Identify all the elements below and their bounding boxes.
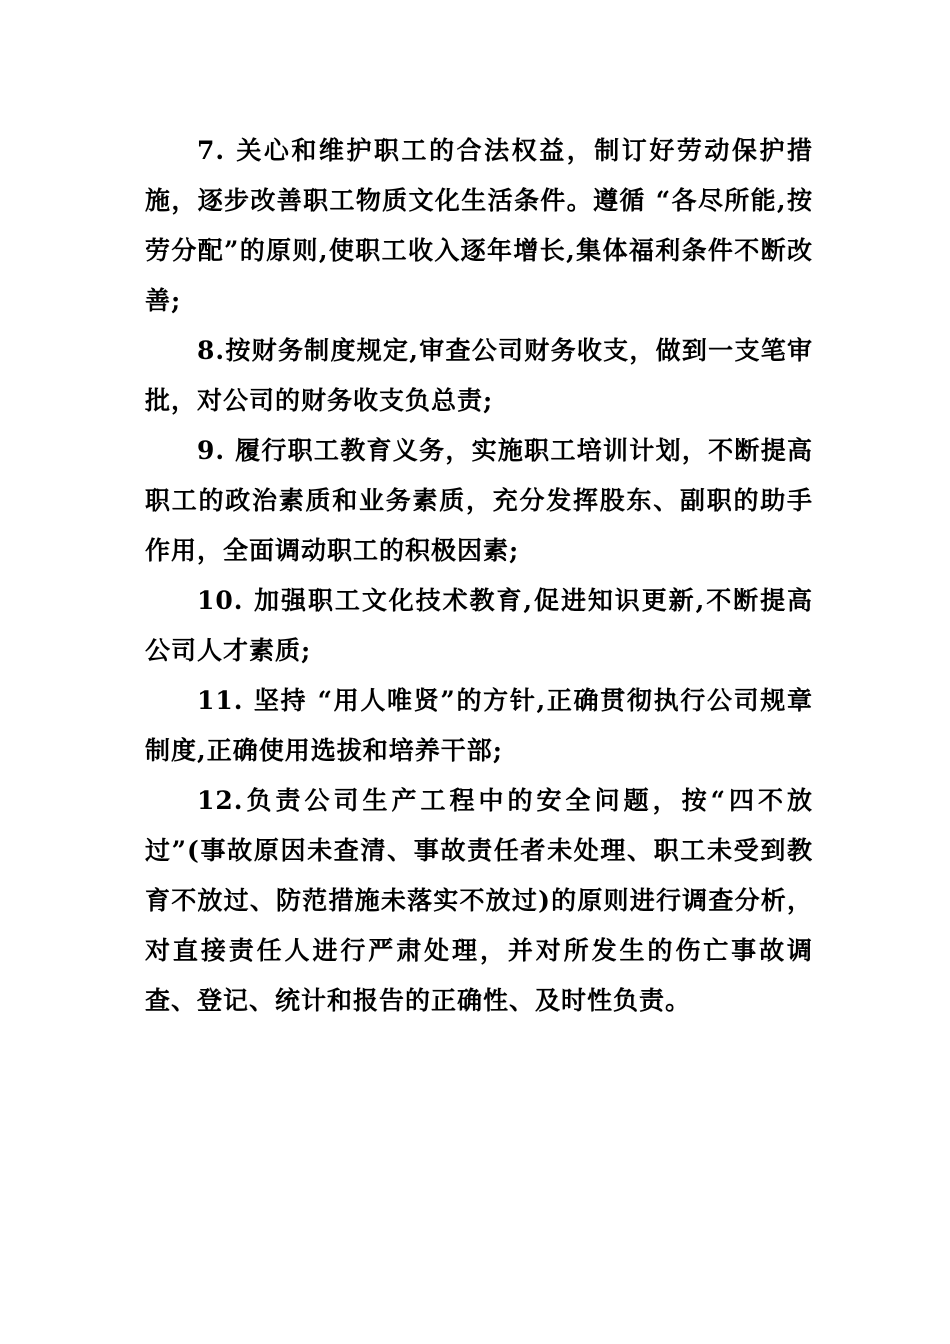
document-body — [145, 126, 813, 1026]
paragraph-item-11: 11. 坚持 “用人唯贤”的方针,正确贯彻执行公司规章制度,正确使用选拔和培养干部; — [145, 686, 813, 765]
paragraph-item-7: 7. 关心和维护职工的合法权益，制订好劳动保护措施，逐步改善职工物质文化生活条件。遵循 “各尽所能,按劳分配”的原则,使职工收入逐年增长,集体福利条件不断改善; — [145, 136, 813, 315]
paragraph-item-10: 10. 加强职工文化技术教育,促进知识更新,不断提高公司人才素质; — [145, 586, 813, 665]
paragraph-item-8: 8.按财务制度规定,审查公司财务收支，做到一支笔审批，对公司的财务收支负总责; — [145, 336, 813, 415]
paragraph-item-9: 9. 履行职工教育义务，实施职工培训计划，不断提高职工的政治素质和业务素质，充分发挥股东、副职的助手作用，全面调动职工的积极因素; — [145, 436, 813, 565]
paragraph-item-12: 12.负责公司生产工程中的安全问题，按“四不放过”(事故原因未查清、事故责任者未处理、职工未受到教育不放过、防范措施未落实不放过)的原则进行调查分析，对直接责任人进行严肃处理，并对所发生的伤亡事故调查、登记、统计和报告的正确性、及时性负责。 — [145, 786, 813, 1015]
